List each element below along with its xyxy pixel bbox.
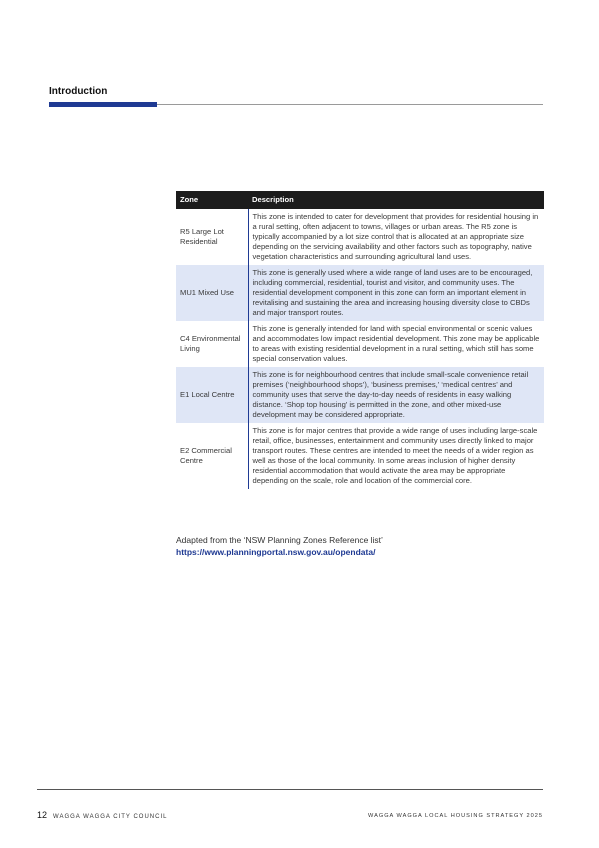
description-cell: This zone is generally used where a wide range of land uses are to be encouraged, including commercial, residential, tourist and visitor, and community uses. The residential development component in this zone can form an important element in revitalising and sustaining the area and increasing housing diversity close to CBDs and major transport routes.: [248, 265, 544, 321]
table-row: [176, 209, 544, 265]
zone-cell: E2 Commercial Centre: [176, 423, 248, 489]
page-number: 12: [37, 810, 48, 820]
column-header-zone: Zone: [176, 191, 248, 209]
column-header-description: Description: [248, 191, 544, 209]
description-cell: This zone is for neighbourhood centres that include small-scale convenience retail premises (‘neighbourhood shops’), ‘business premises,’ ‘medical centres’ and community uses that serve the day-to-day needs of residents in easy walking distance. ‘Shop top housing’ is permitted in the zone, and other mixed-use development may be considered appropriate.: [248, 367, 544, 423]
table-row: [176, 321, 544, 367]
zone-cell: MU1 Mixed Use: [176, 265, 248, 321]
table-row: [176, 423, 544, 489]
description-cell: This zone is for major centres that provide a wide range of uses including large-scale retail, office, businesses, entertainment and community uses directly linked to major transport routes. These centres are intended to meet the needs of a wider region as well as those of the local community. In some areas inclusion of higher density residential accommodation that would activate the area may be appropriate depending on the scale, role and location of the commercial core.: [252, 426, 538, 486]
footer-rule: [37, 789, 543, 790]
table-row: [176, 265, 544, 321]
zone-cell: E1 Local Centre: [176, 367, 248, 423]
table-row: [176, 367, 544, 423]
zone-cell: C4 Environmental Living: [176, 321, 248, 367]
zone-cell: R5 Large Lot Residential: [176, 209, 248, 265]
footer-document-title: WAGGA WAGGA LOCAL HOUSING STRATEGY 2025: [368, 813, 543, 819]
section-title: Introduction: [49, 86, 108, 97]
zones-table: [176, 191, 544, 489]
source-note: [176, 534, 383, 559]
table-header-row: [176, 191, 544, 209]
source-link[interactable]: https://www.planningportal.nsw.gov.au/opendata/: [176, 547, 376, 558]
footer-council-name: WAGGA WAGGA CITY COUNCIL: [53, 814, 168, 820]
description-cell: This zone is generally intended for land with special environmental or scenic values and accommodates low impact residential development. This zone may be applicable to areas with existing residential development in a rural setting, which still has some special conservation values.: [252, 324, 540, 364]
header-accent-bar: [49, 102, 157, 107]
source-text: Adapted from the ‘NSW Planning Zones Reference list’: [176, 535, 383, 545]
footer-left: [37, 810, 167, 820]
description-cell: This zone is intended to cater for development that provides for residential housing in a rural setting, often adjacent to towns, villages or urban areas. The R5 zone is typically accompanied by a lot size control that is allocated at an appropriate size depending on the servicing availability and other factors such as topography, native vegetation characteristics and surrounding agricultural land uses.: [252, 212, 539, 262]
